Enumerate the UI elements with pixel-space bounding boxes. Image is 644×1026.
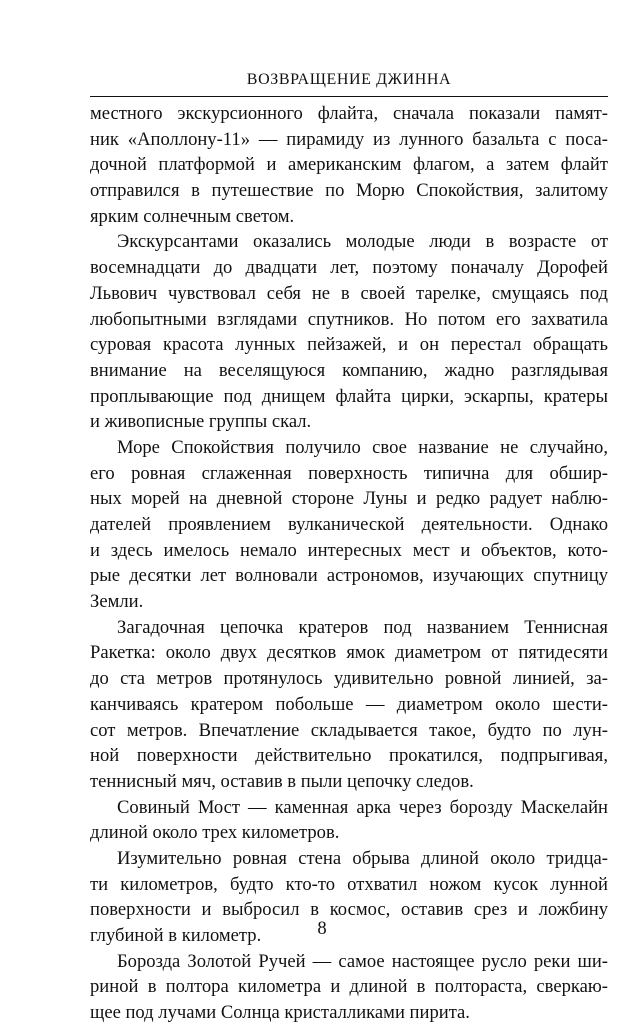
text-line: ных морей на дневной стороне Луны и редко радует наблю-: [90, 488, 608, 510]
paragraph: [90, 101, 608, 229]
text-line: дочной платформой и американским флагом, а затем флайт: [90, 154, 608, 176]
text-line: его ровная сглаженная поверхность типична для обшир-: [90, 462, 608, 484]
paragraph: [90, 435, 608, 615]
text-line: поверхности и выбросил в космос, оставив срез и ложбину: [90, 899, 608, 921]
text-line: местного экскурсионного флайта, сначала показали памят-: [90, 103, 608, 124]
text-line: Ракетка: около двух десятков ямок диаметром от пятидесяти: [90, 642, 608, 664]
text-line: ной поверхности действительно прокатился, подпрыгивая,: [90, 745, 608, 767]
text-line: и живописные группы скал.: [90, 411, 312, 433]
paragraph: [90, 229, 608, 435]
text-line: до ста метров протянулось удивительно ровной линией, за-: [90, 668, 608, 690]
text-line: внимание на веселящуюся компанию, жадно разглядывая: [90, 359, 608, 381]
text-line: восемнадцати до двадцати лет, поэтому поначалу Дорофей: [90, 257, 608, 279]
text-line: отправился в путешествие по Морю Спокойствия, залитому: [90, 180, 608, 202]
text-line: ярким солнечным светом.: [90, 205, 295, 227]
text-line: и здесь имелось немало интересных мест и объектов, кото-: [90, 539, 608, 561]
body-text: [90, 101, 608, 1026]
text-line: Львович чувствовал себя не в своей тарелке, смущаясь под: [90, 282, 608, 304]
text-line: теннисный мяч, оставив в пыли цепочку следов.: [90, 770, 474, 792]
text-line: ник «Аполлону-11» — пирамиду из лунного базальта с поса-: [90, 128, 608, 150]
text-line: длиной около трех километров.: [90, 822, 340, 844]
text-line: Море Спокойствия получило свое название не случайно,: [117, 436, 608, 458]
text-line: суровая красота лунных пейзажей, и он перестал обращать: [90, 334, 608, 356]
paragraph: [90, 949, 608, 1026]
text-line: канчиваясь кратером побольше — диаметром около шести-: [90, 693, 608, 715]
text-line: Борозда Золотой Ручей — самое настоящее русло реки ши-: [117, 950, 608, 972]
text-line: проплывающие под днищем флайта цирки, эскарпы, кратеры: [90, 385, 608, 407]
text-line: сот метров. Впечатление складывается такое, будто по лун-: [90, 719, 608, 741]
paragraph: [90, 795, 608, 846]
text-line: риной в полтора километра и длиной в полтораста, сверкаю-: [90, 976, 608, 998]
text-line: щее под лучами Солнца кристалликами пирита.: [90, 1002, 470, 1024]
text-line: дателей проявлением вулканической деятельности. Однако: [90, 514, 608, 535]
text-line: Земли.: [90, 591, 144, 613]
text-line: рые десятки лет волновали астрономов, изучающих спутницу: [90, 565, 608, 587]
text-line: Загадочная цепочка кратеров под названием Теннисная: [117, 616, 608, 638]
text-line: ти километров, будто кто-то отхватил ножом кусок лунной: [90, 873, 608, 895]
text-line: Совиный Мост — каменная арка через борозду Маскелайн: [117, 796, 608, 818]
text-line: Экскурсантами оказались молодые люди в возрасте от: [117, 231, 608, 253]
text-line: любопытными взглядами спутников. Но потом его захватила: [90, 308, 608, 330]
page-number: 8: [317, 918, 327, 939]
text-line: глубиной в километр.: [90, 925, 262, 946]
paragraph: [90, 615, 608, 795]
text-line: Изумительно ровная стена обрыва длиной около тридца-: [117, 847, 608, 869]
running-title: ВОЗВРАЩЕНИЕ ДЖИННА: [246, 71, 452, 88]
header-divider: [90, 96, 608, 97]
